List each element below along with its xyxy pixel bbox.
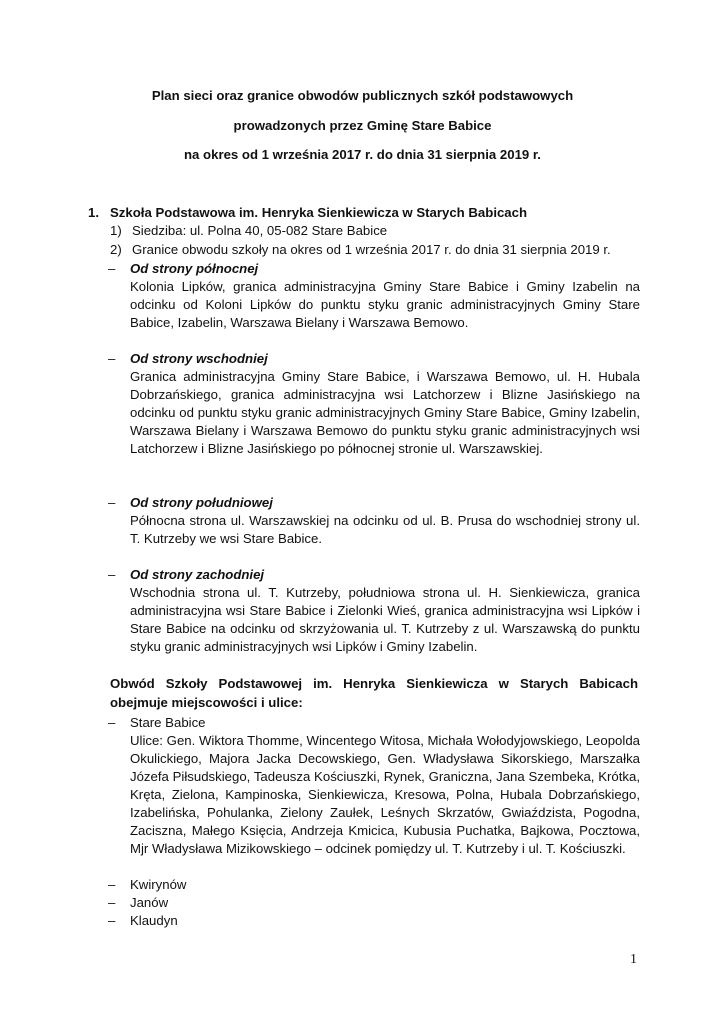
direction-north [108,260,640,332]
document-title-line-1: Plan sieci oraz granice obwodów publicznych szkół podstawowych [151,88,574,103]
direction-west [108,566,640,656]
locality-janow [108,894,640,912]
direction-label: Od strony wschodniej [130,351,268,366]
locality-klaudyn [108,912,640,930]
locality-name: Stare Babice [130,715,206,730]
dash-marker: – [108,895,116,910]
direction-label: Od strony południowej [130,495,273,510]
dash-marker: – [108,567,116,582]
obwod-heading: Obwód Szkoły Podstawowej im. Henryka Sienkiewicza w Starych Babicach obejmuje miejscowości i ulice: [110,676,638,710]
dash-marker: – [108,913,116,928]
locality-name: Klaudyn [130,913,178,928]
document-title-line-3: na okres od 1 września 2017 r. do dnia 31 sierpnia 2019 r. [184,147,541,162]
document-title-line-2: prowadzonych przez Gminę Stare Babice [233,118,492,133]
dash-marker: – [108,351,116,366]
direction-text: Północna strona ul. Warszawskiej na odcinku od ul. B. Prusa do wschodniej strony ul. T. Kutrzeby we wsi Stare Babice. [130,513,640,546]
list-item-siedziba [110,222,642,240]
locality-streets: Ulice: Gen. Wiktora Thomme, Wincentego Witosa, Michała Wołodyjowskiego, Leopolda Okulickiego, Majora Jacka Decowskiego, Gen. Władysława Sikorskiego, Marszałka Józefa Piłsudskiego, Tadeusza Kościuszki, Rynek, Graniczna, Jana Szembeka, Krótka, Kręta, Zielona, Kampinoska, Sienkiewicza, Kresowa, Polna, Hubala Dobrzańskiego, Izabelińska, Pohulanka, Zielony Zaułek, Leśnych Skrzatów, Gwiaździsta, Pogodna, Zaciszna, Małego Księcia, Andrzeja Kmicica, Kubusia Puchatka, Bajkowa, Pocztowa, Mjr Władysława Mizikowskiego – odcinek pomiędzy ul. T. Kutrzeby i ul. T. Kościuszki. [130,733,640,856]
locality-stare-babice [108,714,640,858]
direction-label: Od strony północnej [130,261,259,276]
list-marker: 2) [110,242,122,257]
section-heading [88,204,527,221]
direction-text: Granica administracyjna Gminy Stare Babice, i Warszawa Bemowo, ul. H. Hubala Dobrzańskiego, granica administracyjna wsi Latchorzew i Blizne Jasińskiego na odcinku od punktu styku granic administracyjnych Gminy Stare Babice, Gminy Izabelin, Warszawa Bielany i Warszawa Bemowo do punktu styku granic administracyjnych wsi Latchorzew i Blizne Jasińskiego po północnej stronie ul. Warszawskiej. [130,369,640,456]
direction-south [108,494,640,548]
page-number: 1 [630,952,637,967]
section-number: 1. [88,205,99,220]
locality-kwirynow [108,876,640,894]
list-item-granice [110,241,642,259]
dash-marker: – [108,495,116,510]
direction-label: Od strony zachodniej [130,567,265,582]
list-marker: 1) [110,223,122,238]
direction-east [108,350,640,458]
dash-marker: – [108,261,116,276]
locality-name: Janów [130,895,169,910]
dash-marker: – [108,877,116,892]
list-item-text: Granice obwodu szkoły na okres od 1 września 2017 r. do dnia 31 sierpnia 2019 r. [132,242,611,257]
direction-text: Kolonia Lipków, granica administracyjna Gminy Stare Babice i Gminy Izabelin na odcinku od Koloni Lipków do punktu styku granic administracyjnych Gminy Stare Babice, Izabelin, Warszawa Bielany i Warszawa Bemowo. [130,279,640,330]
direction-text: Wschodnia strona ul. T. Kutrzeby, południowa strona ul. H. Sienkiewicza, granica administracyjna wsi Stare Babice i Zielonki Wieś, granica administracyjna wsi Lipków i Stare Babice na odcinku od skrzyżowania ul. T. Kutrzeby z ul. Warszawską do punktu styku granic administracyjnych wsi Lipków i Gminy Izabelin. [130,585,640,654]
section-title: Szkoła Podstawowa im. Henryka Sienkiewicza w Starych Babicach [110,205,528,220]
locality-name: Kwirynów [130,877,187,892]
list-item-text: Siedziba: ul. Polna 40, 05-082 Stare Babice [132,223,388,238]
dash-marker: – [108,715,116,730]
